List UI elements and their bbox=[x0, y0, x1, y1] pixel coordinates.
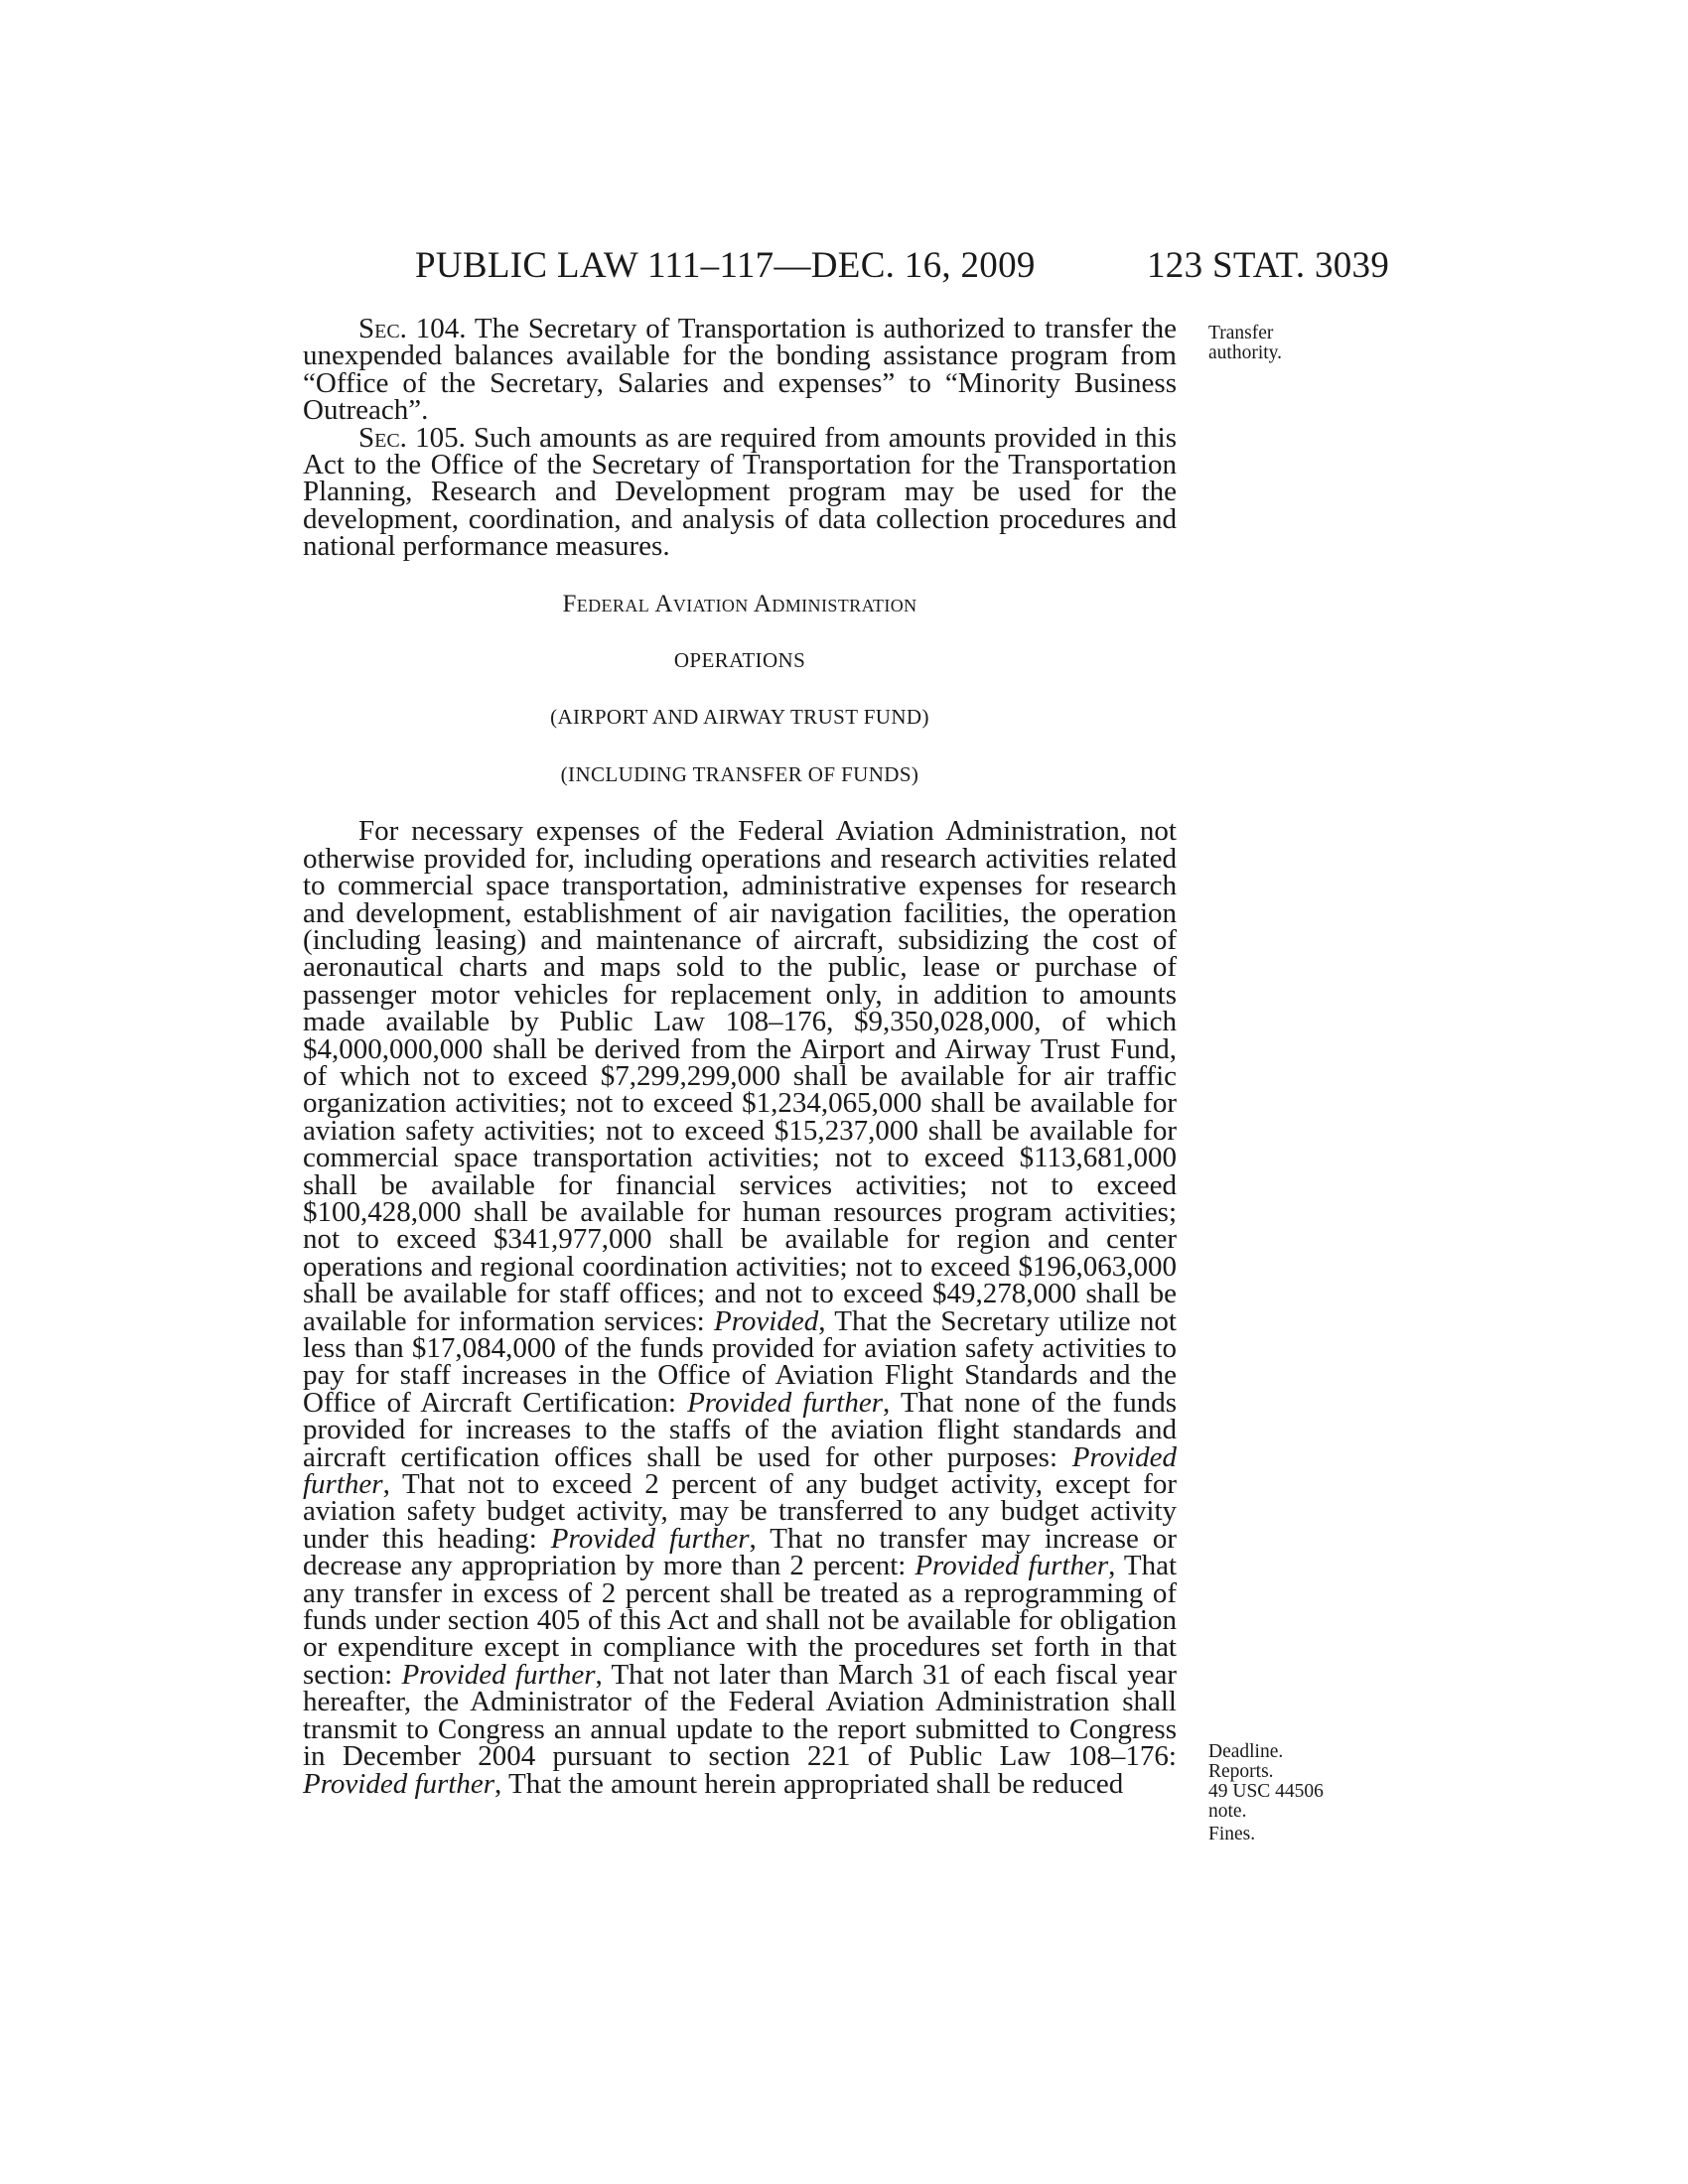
margin-note-transfer-authority bbox=[1208, 324, 1282, 363]
heading-fund: (AIRPORT AND AIRWAY TRUST FUND) bbox=[550, 705, 929, 730]
operations-text-5: , That no transfer may increase or decrease any appropriation by more than 2 percent: bbox=[303, 1522, 1177, 1582]
operations-text-6: , That any transfer in excess of 2 percent shall be treated as a reprogramming of funds under section 405 of this Act and shall not be available for obligation or expenditure except in compliance with the procedures set forth in that section: bbox=[303, 1550, 1177, 1691]
section-104-text: The Secretary of Transportation is authorized to transfer the unexpended balances available for the bonding assistance program from “Office of the Secretary, Salaries and expenses” to “Minority Business Outreach”. bbox=[303, 313, 1178, 427]
proviso-provided-further-3: Provided further bbox=[550, 1522, 750, 1555]
operations-paragraph bbox=[303, 815, 1177, 1800]
margin-note-line: Transfer bbox=[1208, 323, 1274, 343]
section-105-text: Such amounts as are required from amounts provided in this Act to the Office of the Secretary of Transportation for the Transportation Planning, Research and Development program may be used for the development, coordination, and analysis of data collection procedures and national performance measures. bbox=[303, 421, 1177, 563]
operations-text-2: , That the Secretary utilize not less than $17,084,000 of the funds provided for aviation safety activities to pay for staff increases in the Office of Aviation Flight Standards and the Office of Aircraft Certification: bbox=[303, 1304, 1177, 1419]
margin-note-line: 49 USC 44506 bbox=[1208, 1781, 1324, 1802]
proviso-provided: Provided bbox=[714, 1304, 819, 1337]
operations-text-3: , That none of the funds provided for increases to the staffs of the aviation flight standards and aircraft certification offices shall be used for other purposes: bbox=[303, 1386, 1177, 1473]
margin-note-line: authority. bbox=[1208, 342, 1283, 363]
operations-text-7: , That not later than March 31 of each fiscal year hereafter, the Administrator of the Federal Aviation Administration shall transmit to Congress an annual update to the report submitted to Congress in December 2004 pursuant to section 221 of Public Law 108–176: bbox=[303, 1658, 1177, 1773]
operations-text-4: , That not to exceed 2 percent of any budget activity, except for aviation safety budget activity, may be transferred to any budget activity under this heading: bbox=[303, 1468, 1177, 1555]
section-104-label: Sec. 104. bbox=[358, 313, 467, 344]
operations-text-8: , That the amount herein appropriated shall be reduced bbox=[494, 1767, 1124, 1800]
heading-agency: Federal Aviation Administration bbox=[562, 590, 917, 617]
heading-account: OPERATIONS bbox=[673, 648, 806, 673]
main-text-column bbox=[303, 313, 1178, 1800]
running-header-page-number: 123 STAT. 3039 bbox=[1147, 245, 1390, 286]
section-104 bbox=[303, 313, 1178, 427]
section-105 bbox=[303, 421, 1177, 563]
proviso-provided-further-6: Provided further bbox=[303, 1767, 495, 1800]
margin-note-line: Reports. bbox=[1208, 1761, 1274, 1782]
proviso-provided-further-2: Provided further bbox=[303, 1440, 1177, 1501]
section-105-label: Sec. 105. bbox=[358, 421, 466, 454]
operations-text-1: For necessary expenses of the Federal Aviation Administration, not otherwise provided for, including operations and research activities related to commercial space transportation, administrative expenses for research and development, establishment of air navigation facilities, the operation (including leasing) and maintenance of aircraft, subsidizing the cost of aeronautical charts and maps sold to the public, lease or purchase of passenger motor vehicles for replacement only, in addition to amounts made available by Public Law 108–176, $9,350,028,000, of which $4,000,000,000 shall be derived from the Airport and Airway Trust Fund, of which not to exceed $7,299,299,000 shall be available for air traffic organization activities; not to exceed $1,234,065,000 shall be available for aviation safety activities; not to exceed $15,237,000 shall be available for commercial space transportation activities; not to exceed $113,681,000 shall be available for financial services activities; not to exceed $100,428,000 shall be available for human resources program activities; not to exceed $341,977,000 shall be available for region and center operations and regional coordination activities; not to exceed $196,063,000 shall be available for staff offices; and not to exceed $49,278,000 shall be available for information services: bbox=[303, 815, 1177, 1337]
proviso-provided-further-5: Provided further bbox=[401, 1658, 596, 1691]
margin-note-deadline bbox=[1208, 1742, 1324, 1822]
proviso-provided-further-4: Provided further bbox=[914, 1550, 1109, 1582]
running-header-title: PUBLIC LAW 111–117—DEC. 16, 2009 bbox=[415, 245, 1036, 286]
proviso-provided-further-1: Provided further bbox=[687, 1386, 883, 1419]
margin-note-line: Deadline. bbox=[1208, 1741, 1284, 1762]
margin-note-line: note. bbox=[1208, 1801, 1247, 1822]
heading-transfer: (INCLUDING TRANSFER OF FUNDS) bbox=[560, 761, 919, 786]
margin-note-fines: Fines. bbox=[1208, 1824, 1256, 1844]
